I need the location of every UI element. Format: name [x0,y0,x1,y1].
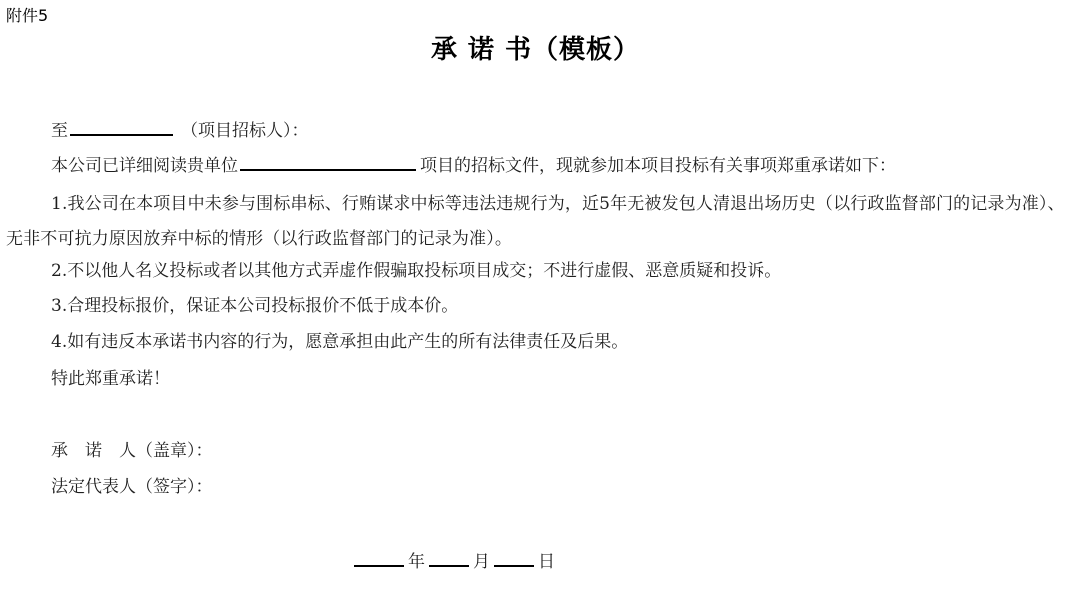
legal-rep-signature-label: 法定代表人（签字）： [51,477,213,497]
promisor-signature-label: 承 诺 人（盖章）： [51,441,213,461]
intro-after-blank: 项目的招标文件，现就参加本项目投标有关事项郑重承诺如下： [420,156,896,176]
month-blank [429,547,469,567]
closing-statement: 特此郑重承诺！ [51,369,170,389]
day-blank [494,547,534,567]
date-line [354,547,555,573]
commitment-item-1: 1.我公司在本项目中未参与围标串标、行贿谋求中标等违法违规行为，近5年无被发包人清退出场历史（以行政监督部门的记录为准）、无非不可抗力原因放弃中标的情形（以行政监督部门的记录为准）。 [6,194,1065,249]
addressee-suffix: （项目招标人）： [181,121,309,141]
addressee-blank [70,116,173,136]
year-label: 年 [408,552,425,572]
unit-name-blank [240,151,416,171]
day-label: 日 [538,552,555,572]
addressee-line [51,116,309,142]
month-label: 月 [473,552,490,572]
intro-before-blank: 本公司已详细阅读贵单位 [51,156,238,176]
commitment-item-4: 4.如有违反本承诺书内容的行为，愿意承担由此产生的所有法律责任及后果。 [51,332,629,352]
commitment-item-2: 2.不以他人名义投标或者以其他方式弄虚作假骗取投标项目成交；不进行虚假、恶意质疑和投诉。 [51,261,782,281]
intro-line [51,151,896,177]
attachment-label: 附件5 [6,6,49,25]
year-blank [354,547,404,567]
addressee-prefix: 至 [51,121,68,141]
commitment-item-3: 3.合理投标报价，保证本公司投标报价不低于成本价。 [51,296,459,316]
document-title: 承 诺 书（模板） [430,35,641,65]
